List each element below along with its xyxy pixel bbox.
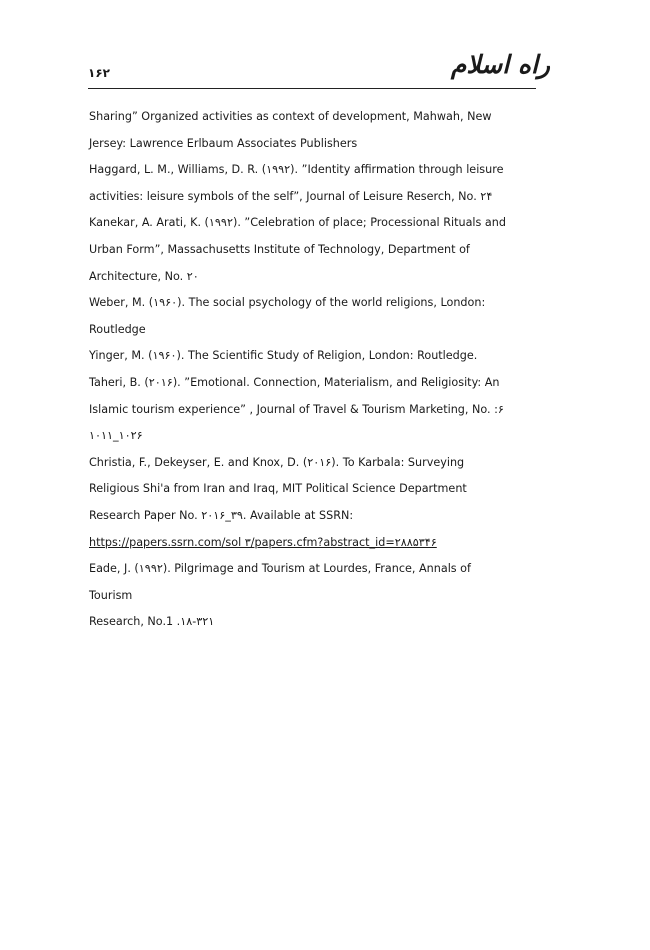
reference-line: Kanekar, A. Arati, K. (۱۹۹۲). ”Celebration of place; Processional Rituals and xyxy=(89,216,506,230)
reference-line: Christia, F., Dekeyser, E. and Knox, D. (۲۰۱۶). To Karbala: Surveying xyxy=(89,455,465,469)
reference-line: Eade, J. (۱۹۹۲). Pilgrimage and Tourism at Lourdes, France, Annals of xyxy=(89,562,471,576)
reference-line: Sharing” Organized activities as context of development, Mahwah, New xyxy=(89,110,492,123)
reference-line: Yinger, M. (۱۹۶۰). The Scientific Study of Religion, London: Routledge. xyxy=(89,349,478,363)
reference-line: Religious Shi'a from Iran and Iraq, MIT Political Science Department xyxy=(89,482,467,496)
page-number: ۱۶۲ xyxy=(88,66,110,80)
reference-line: ۱۰۱۱_۱۰۲۶ xyxy=(89,429,143,443)
reference-line: Weber, M. (۱۹۶۰). The social psychology of the world religions, London: xyxy=(89,296,486,310)
reference-line: Jersey: Lawrence Erlbaum Associates Publishers xyxy=(89,136,358,150)
journal-logo: راه اسلام xyxy=(450,50,550,79)
reference-line: Taheri, B. (۲۰۱۶). ”Emotional. Connection, Materialism, and Religiosity: An xyxy=(89,375,500,389)
reference-line: Islamic tourism experience” , Journal of Travel & Tourism Marketing, No. :۶ xyxy=(89,402,504,416)
reference-line: Research Paper No. ۲۰۱۶_۳۹. Available at SSRN: xyxy=(89,508,354,522)
reference-line: activities: leisure symbols of the self”, Journal of Leisure Reserch, No. ۲۴ xyxy=(89,189,493,203)
reference-line: Tourism xyxy=(89,588,133,602)
page-header xyxy=(88,50,550,89)
reference-line: Haggard, L. M., Williams, D. R. (۱۹۹۲). ”Identity affirmation through leisure xyxy=(89,163,504,177)
reference-line: Urban Form”, Massachusetts Institute of Technology, Department of xyxy=(89,242,470,256)
reference-url-link[interactable]: https://papers.ssrn.com/sol ۳/papers.cfm?abstract_id=۲۸۸۵۳۴۶ xyxy=(89,535,437,549)
reference-line: Routledge xyxy=(89,322,146,336)
reference-line: Research, No.1 .۱۸-۳۲۱ xyxy=(89,615,215,629)
reference-line: Architecture, No. ۲۰ xyxy=(89,269,199,283)
references-list xyxy=(89,104,509,636)
